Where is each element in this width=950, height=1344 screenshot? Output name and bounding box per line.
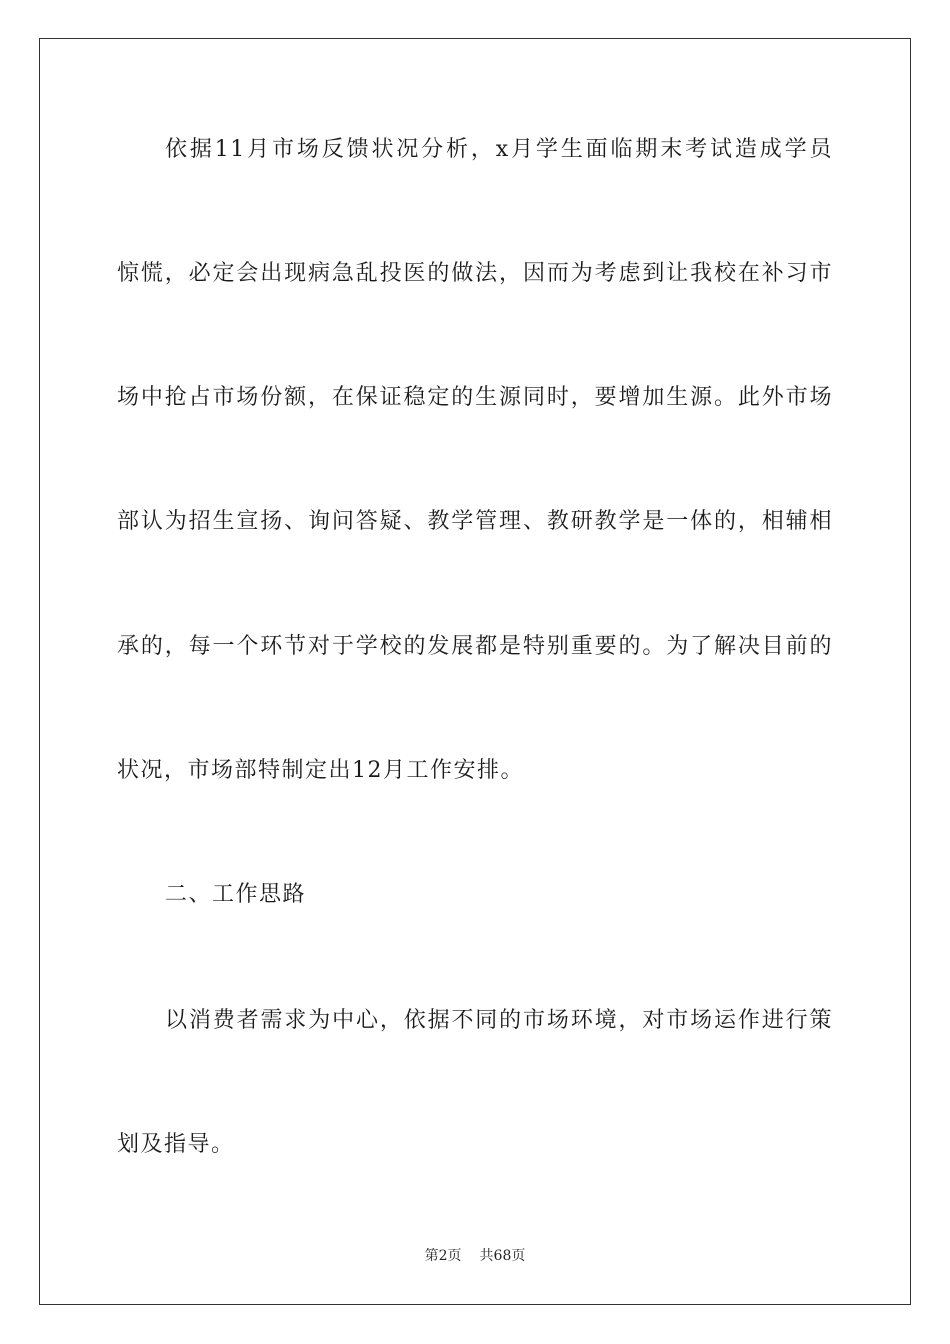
paragraph-line-3: 场中抢占市场份额，在保证稳定的生源同时，要增加生源。此外市场 xyxy=(117,385,833,410)
paragraph-line-5: 承的，每一个环节对于学校的发展都是特别重要的。为了解决目前的 xyxy=(117,634,833,659)
paragraph-line-1: 依据11月市场反馈状况分析，x月学生面临期末考试造成学员 xyxy=(165,137,833,162)
paragraph-line-7: 以消费者需求为中心，依据不同的市场环境，对市场运作进行策 xyxy=(165,1008,833,1033)
section-heading: 二、工作思路 xyxy=(165,882,307,907)
paragraph-line-6: 状况，市场部特制定出12月工作安排。 xyxy=(117,758,524,783)
paragraph-line-2: 惊慌，必定会出现病急乱投医的做法，因而为考虑到让我校在补习市 xyxy=(117,261,833,286)
page-border xyxy=(39,38,911,1305)
page-number: 第2页 xyxy=(424,1248,462,1264)
paragraph-line-8: 划及指导。 xyxy=(117,1132,235,1157)
page-total: 共68页 xyxy=(479,1248,526,1264)
paragraph-line-4: 部认为招生宣扬、询问答疑、教学管理、教研教学是一体的，相辅相 xyxy=(117,509,833,534)
page-footer xyxy=(0,1246,950,1266)
